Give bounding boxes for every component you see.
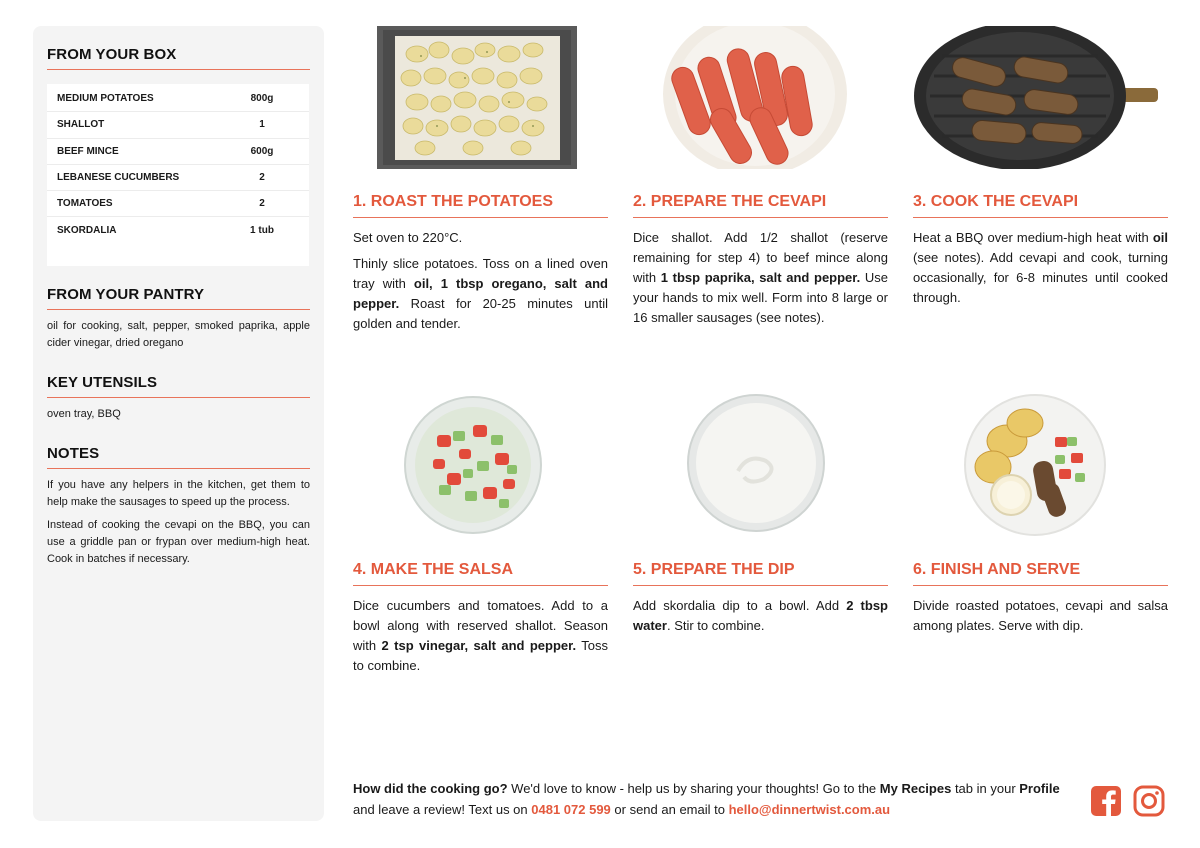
feedback-question: How did the cooking go? [353, 781, 508, 796]
footer-text: tab in your [951, 781, 1020, 796]
ingredient-name: TOMATOES [57, 198, 113, 210]
step-text: . Stir to combine. [666, 618, 765, 633]
pantry-heading: FROM YOUR PANTRY [47, 286, 310, 310]
step-text: Roast for 20-25 minutes until golden and tender. [353, 296, 608, 331]
step-title: 1. ROAST THE POTATOES [353, 193, 608, 218]
step-text-bold: oil, 1 tbsp oregano, salt and pepper. [353, 276, 608, 311]
notes-heading: NOTES [47, 445, 310, 469]
notes-paragraph: If you have any helpers in the kitchen, get them to help make the sausages to speed up the process. [47, 479, 310, 508]
box-heading: FROM YOUR BOX [47, 46, 310, 70]
step-4 [353, 561, 608, 676]
ingredient-name: SKORDALIA [57, 225, 117, 237]
dip-bowl-photo [686, 393, 826, 533]
step-text: Heat a BBQ over medium-high heat with [913, 230, 1153, 245]
table-row [47, 191, 309, 217]
step-text: Thinly slice potatoes. Toss on a lined oven tray with [353, 256, 608, 291]
ingredient-qty: 600g [250, 145, 274, 157]
notes-paragraph: Instead of cooking the cevapi on the BBQ, you can use a griddle pan or frypan over medium-high heat. Cook in batches if necessary. [47, 519, 310, 565]
step-6 [913, 561, 1168, 636]
feedback-footer [353, 778, 1078, 820]
step-paragraph [353, 596, 608, 676]
table-row [47, 165, 309, 191]
footer-text: or send an email to [610, 802, 729, 817]
finished-plate-photo [963, 393, 1107, 537]
ingredient-name: SHALLOT [57, 119, 105, 131]
pantry-section [47, 286, 310, 352]
step-title: 3. COOK THE CEVAPI [913, 193, 1168, 218]
ingredient-name: BEEF MINCE [57, 145, 119, 157]
ingredient-qty: 800g [250, 93, 274, 105]
pantry-text: oil for cooking, salt, pepper, smoked paprika, apple cider vinegar, dried oregano [47, 320, 310, 349]
step-text-bold: 2 tsp vinegar, salt and pepper. [381, 638, 577, 653]
my-recipes-link[interactable]: My Recipes [879, 781, 952, 796]
roast-potatoes-photo [377, 26, 577, 169]
ingredient-name: LEBANESE CUCUMBERS [57, 172, 180, 184]
bbq-cevapi-photo [912, 26, 1160, 169]
step-paragraph [633, 596, 888, 636]
notes-section [47, 445, 310, 568]
table-row [47, 139, 309, 165]
phone-link[interactable]: 0481 072 599 [531, 802, 611, 817]
step-text-bold: 2 tbsp water [633, 598, 888, 633]
footer-text: and leave a review! Text us on [353, 802, 532, 817]
ingredient-name: MEDIUM POTATOES [57, 93, 154, 105]
step-text-bold: 1 tbsp paprika, salt and pepper. [660, 270, 861, 285]
instagram-icon[interactable] [1133, 785, 1165, 817]
step-paragraph [353, 254, 608, 334]
step-5 [633, 561, 888, 636]
ingredient-qty: 2 [259, 198, 265, 210]
step-paragraph [913, 596, 1168, 636]
sidebar [33, 26, 324, 821]
utensils-section [47, 374, 310, 423]
utensils-text: oven tray, BBQ [47, 408, 121, 420]
step-title: 2. PREPARE THE CEVAPI [633, 193, 888, 218]
ingredient-qty: 1 tub [250, 225, 274, 237]
step-title: 5. PREPARE THE DIP [633, 561, 888, 586]
step-paragraph [353, 228, 608, 248]
footer-text: We'd love to know - help us by sharing your thoughts! Go to the [507, 781, 880, 796]
step-text-bold: oil [1152, 230, 1168, 245]
step-text: Divide roasted potatoes, cevapi and salsa among plates. Serve with dip. [913, 598, 1168, 633]
email-link[interactable]: hello@dinnertwist.com.au [728, 802, 891, 817]
step-paragraph [633, 228, 888, 328]
step-paragraph [913, 228, 1168, 308]
step-text: Set oven to 220°C. [353, 230, 463, 245]
ingredient-qty: 2 [259, 172, 265, 184]
raw-cevapi-photo [660, 26, 850, 169]
step-3 [913, 193, 1168, 308]
step-2 [633, 193, 888, 328]
step-text: Dice cucumbers and tomatoes. Add to a bowl along with reserved shallot. Season with [353, 598, 608, 653]
step-text: Use your hands to mix well. Form into 8 large or 16 smaller sausages (see notes). [633, 270, 888, 325]
table-row [47, 112, 309, 138]
table-row [47, 217, 309, 243]
step-title: 6. FINISH AND SERVE [913, 561, 1168, 586]
step-text: Dice shallot. Add 1/2 shallot (reserve remaining for step 4) to beef mince along with [633, 230, 888, 285]
salsa-bowl-photo [403, 395, 543, 535]
step-title: 4. MAKE THE SALSA [353, 561, 608, 586]
step-text: Toss to combine. [353, 638, 608, 673]
step-text: (see notes). Add cevapi and cook, turning occasionally, for 6-8 minutes until cooked through. [913, 250, 1168, 305]
facebook-icon[interactable] [1090, 785, 1122, 817]
profile-link[interactable]: Profile [1019, 781, 1060, 796]
step-text: Add skordalia dip to a bowl. Add [633, 598, 847, 613]
box-ingredients-table [47, 84, 309, 266]
ingredient-qty: 1 [259, 119, 265, 131]
table-row [47, 86, 309, 112]
step-1 [353, 193, 608, 334]
utensils-heading: KEY UTENSILS [47, 374, 310, 398]
